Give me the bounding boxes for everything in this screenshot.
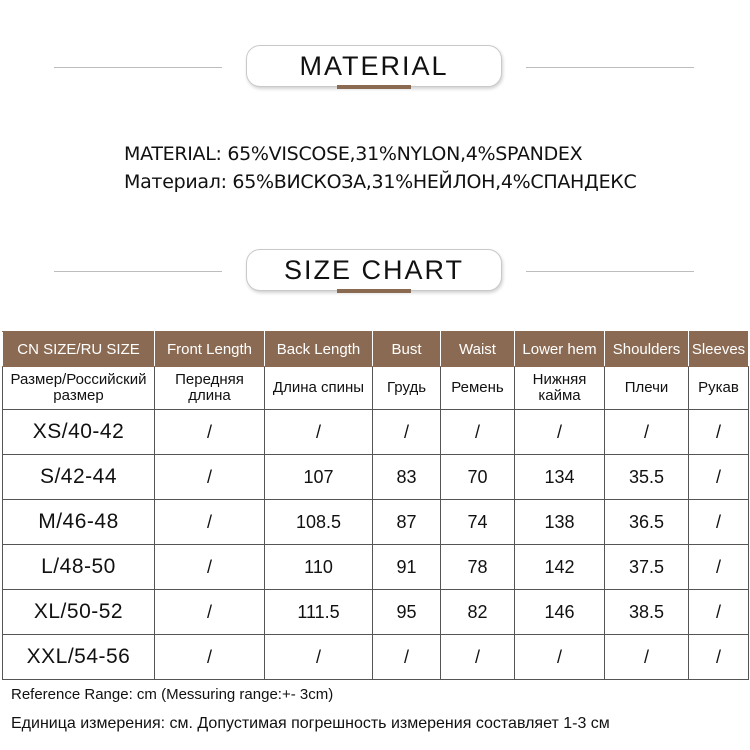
table-row — [3, 455, 749, 500]
col-header-back-length: Back Length — [265, 332, 373, 367]
measurement-cell: 38.5 — [605, 590, 689, 635]
measurement-cell: / — [155, 455, 265, 500]
reference-range-note-ru: Единица измерения: см. Допустимая погрешность измерения составляет 1-3 см — [11, 715, 610, 732]
measurement-cell: / — [441, 635, 515, 680]
header-row-ru — [3, 367, 749, 410]
size-chart-section-header — [0, 249, 750, 295]
size-chart-table — [2, 331, 749, 680]
measurement-cell: 78 — [441, 545, 515, 590]
divider-line-left — [54, 67, 222, 68]
measurement-cell: / — [265, 635, 373, 680]
col-header-front-length: Front Length — [155, 332, 265, 367]
measurement-cell: 37.5 — [605, 545, 689, 590]
measurement-cell: 134 — [515, 455, 605, 500]
title-accent-bar — [337, 85, 411, 89]
table-row — [3, 590, 749, 635]
measurement-cell: / — [441, 410, 515, 455]
col-header-ru-lower-hem: Нижняя кайма — [515, 367, 605, 410]
measurement-cell: / — [515, 410, 605, 455]
header-row-en — [3, 332, 749, 367]
table-row — [3, 635, 749, 680]
measurement-cell: 107 — [265, 455, 373, 500]
table-row — [3, 545, 749, 590]
col-header-ru-bust: Грудь — [373, 367, 441, 410]
col-header-ru-shoulders: Плечи — [605, 367, 689, 410]
measurement-cell: / — [689, 455, 749, 500]
measurement-cell: / — [689, 410, 749, 455]
size-cell: XL/50-52 — [3, 590, 155, 635]
material-line-ru: Материал: 65%ВИСКОЗА,31%НЕЙЛОН,4%СПАНДЕКС — [124, 171, 637, 193]
measurement-cell: 36.5 — [605, 500, 689, 545]
measurement-cell: / — [689, 545, 749, 590]
size-chart-title-pill — [246, 249, 502, 291]
reference-range-note-en: Reference Range: cm (Messuring range:+- 3cm) — [11, 686, 334, 703]
material-title-pill — [246, 45, 502, 87]
measurement-cell: 70 — [441, 455, 515, 500]
measurement-cell: 95 — [373, 590, 441, 635]
measurement-cell: 111.5 — [265, 590, 373, 635]
col-header-bust: Bust — [373, 332, 441, 367]
measurement-cell: 35.5 — [605, 455, 689, 500]
col-header-ru-size: Размер/Российский размер — [3, 367, 155, 410]
measurement-cell: / — [155, 635, 265, 680]
table-row — [3, 410, 749, 455]
divider-line-right — [526, 67, 694, 68]
divider-line-left — [54, 271, 222, 272]
measurement-cell: 87 — [373, 500, 441, 545]
measurement-cell: / — [155, 500, 265, 545]
measurement-cell: / — [689, 500, 749, 545]
table-row — [3, 500, 749, 545]
col-header-ru-sleeves: Рукав — [689, 367, 749, 410]
size-cell: S/42-44 — [3, 455, 155, 500]
measurement-cell: / — [689, 635, 749, 680]
col-header-sleeves: Sleeves — [689, 332, 749, 367]
measurement-cell: 74 — [441, 500, 515, 545]
measurement-cell: / — [155, 410, 265, 455]
measurement-cell: 108.5 — [265, 500, 373, 545]
measurement-cell: 146 — [515, 590, 605, 635]
size-chart-title: SIZE CHART — [283, 255, 465, 285]
title-accent-bar — [337, 289, 411, 293]
size-cell: L/48-50 — [3, 545, 155, 590]
measurement-cell: / — [373, 635, 441, 680]
measurement-cell: / — [515, 635, 605, 680]
size-cell: M/46-48 — [3, 500, 155, 545]
measurement-cell: / — [373, 410, 441, 455]
material-line-en: MATERIAL: 65%VISCOSE,31%NYLON,4%SPANDEX — [124, 143, 583, 165]
col-header-ru-front-length: Передняя длина — [155, 367, 265, 410]
measurement-cell: / — [155, 590, 265, 635]
measurement-cell: / — [605, 410, 689, 455]
size-cell: XS/40-42 — [3, 410, 155, 455]
divider-line-right — [526, 271, 694, 272]
measurement-cell: / — [605, 635, 689, 680]
material-section-header — [0, 45, 750, 91]
col-header-lower-hem: Lower hem — [515, 332, 605, 367]
measurement-cell: 82 — [441, 590, 515, 635]
measurement-cell: / — [155, 545, 265, 590]
measurement-cell: 142 — [515, 545, 605, 590]
measurement-cell: 91 — [373, 545, 441, 590]
material-title: MATERIAL — [299, 51, 449, 81]
measurement-cell: 138 — [515, 500, 605, 545]
col-header-ru-back-length: Длина спины — [265, 367, 373, 410]
col-header-waist: Waist — [441, 332, 515, 367]
measurement-cell: 83 — [373, 455, 441, 500]
col-header-size: CN SIZE/RU SIZE — [3, 332, 155, 367]
col-header-shoulders: Shoulders — [605, 332, 689, 367]
measurement-cell: / — [689, 590, 749, 635]
col-header-ru-waist: Ремень — [441, 367, 515, 410]
size-cell: XXL/54-56 — [3, 635, 155, 680]
measurement-cell: / — [265, 410, 373, 455]
measurement-cell: 110 — [265, 545, 373, 590]
